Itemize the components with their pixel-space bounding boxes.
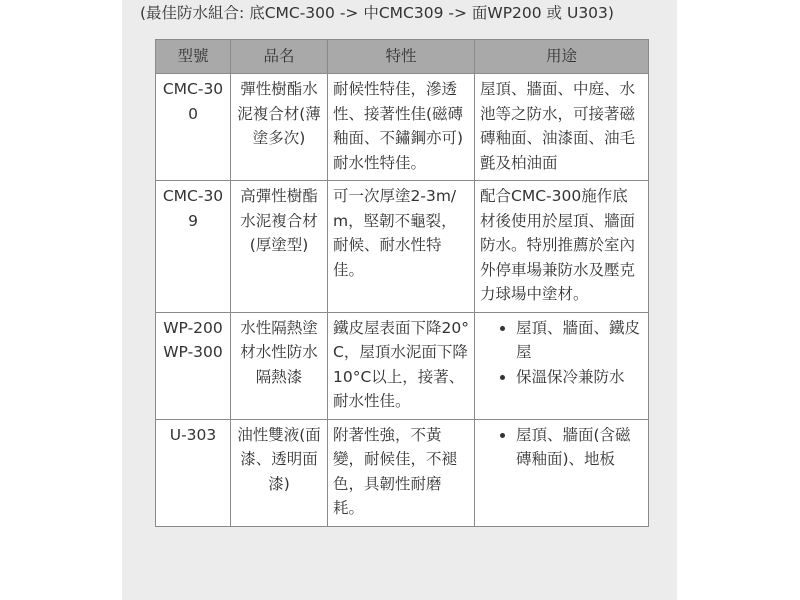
feature-cell: 耐候性特佳，滲透性、接著性佳(磁磚釉面、不鏽鋼亦可)耐水性特佳。: [328, 74, 475, 181]
header-features: 特性: [328, 40, 475, 74]
usage-cell: 配合CMC-300施作底材後使用於屋頂、牆面防水。特別推薦於室內外停車場兼防水及壓克力球場中塗材。: [475, 181, 649, 313]
model-cell: [156, 419, 231, 526]
model-code: CMC-309: [162, 187, 224, 230]
usage-list-item: • 屋頂、牆面、鐵皮屋: [516, 316, 643, 365]
model-code: WP-300: [163, 343, 223, 361]
table-row: [156, 181, 649, 313]
feature-cell: 附著性強，不黃變，耐候佳，不褪色，具韌性耐磨耗。: [328, 419, 475, 526]
model-cell: [156, 74, 231, 181]
usage-list-item: • 屋頂、牆面(含磁磚釉面)、地板: [516, 423, 643, 472]
header-product-name: 品名: [231, 40, 328, 74]
header-usage: 用途: [475, 40, 649, 74]
model-cell: [156, 312, 231, 419]
product-name-cell: 高彈性樹酯水泥複合材(厚塗型): [231, 181, 328, 313]
table-row: [156, 312, 649, 419]
table-row: [156, 419, 649, 526]
header-model: 型號: [156, 40, 231, 74]
model-cell: [156, 181, 231, 313]
model-code: CMC-300: [162, 80, 224, 123]
model-code: U-303: [169, 425, 217, 444]
table-header-row: [156, 40, 649, 74]
combination-note: (最佳防水組合: 底CMC-300 -> 中CMC309 -> 面WP200 或 U303): [140, 4, 614, 22]
usage-cell: [475, 419, 649, 526]
product-name-cell: 彈性樹酯水泥複合材(薄塗多次): [231, 74, 328, 181]
model-code: WP-200: [163, 318, 223, 337]
usage-cell: 屋頂、牆面、中庭、水池等之防水，可接著磁磚釉面、油漆面、油毛氈及柏油面: [475, 74, 649, 181]
usage-list: [480, 423, 643, 472]
product-name-cell: 水性隔熱塗材水性防水隔熱漆: [231, 312, 328, 419]
usage-cell: [475, 312, 649, 419]
product-name-cell: 油性雙液(面漆、透明面漆): [231, 419, 328, 526]
usage-list-item: • 保溫保冷兼防水: [516, 365, 643, 390]
usage-list: [480, 316, 643, 390]
feature-cell: 鐵皮屋表面下降20°C，屋頂水泥面下降10°C以上，接著、耐水性佳。: [328, 312, 475, 419]
feature-cell: 可一次厚塗2-3m/m，堅韌不龜裂，耐候、耐水性特佳。: [328, 181, 475, 313]
table-row: [156, 74, 649, 181]
product-table: [155, 39, 649, 527]
